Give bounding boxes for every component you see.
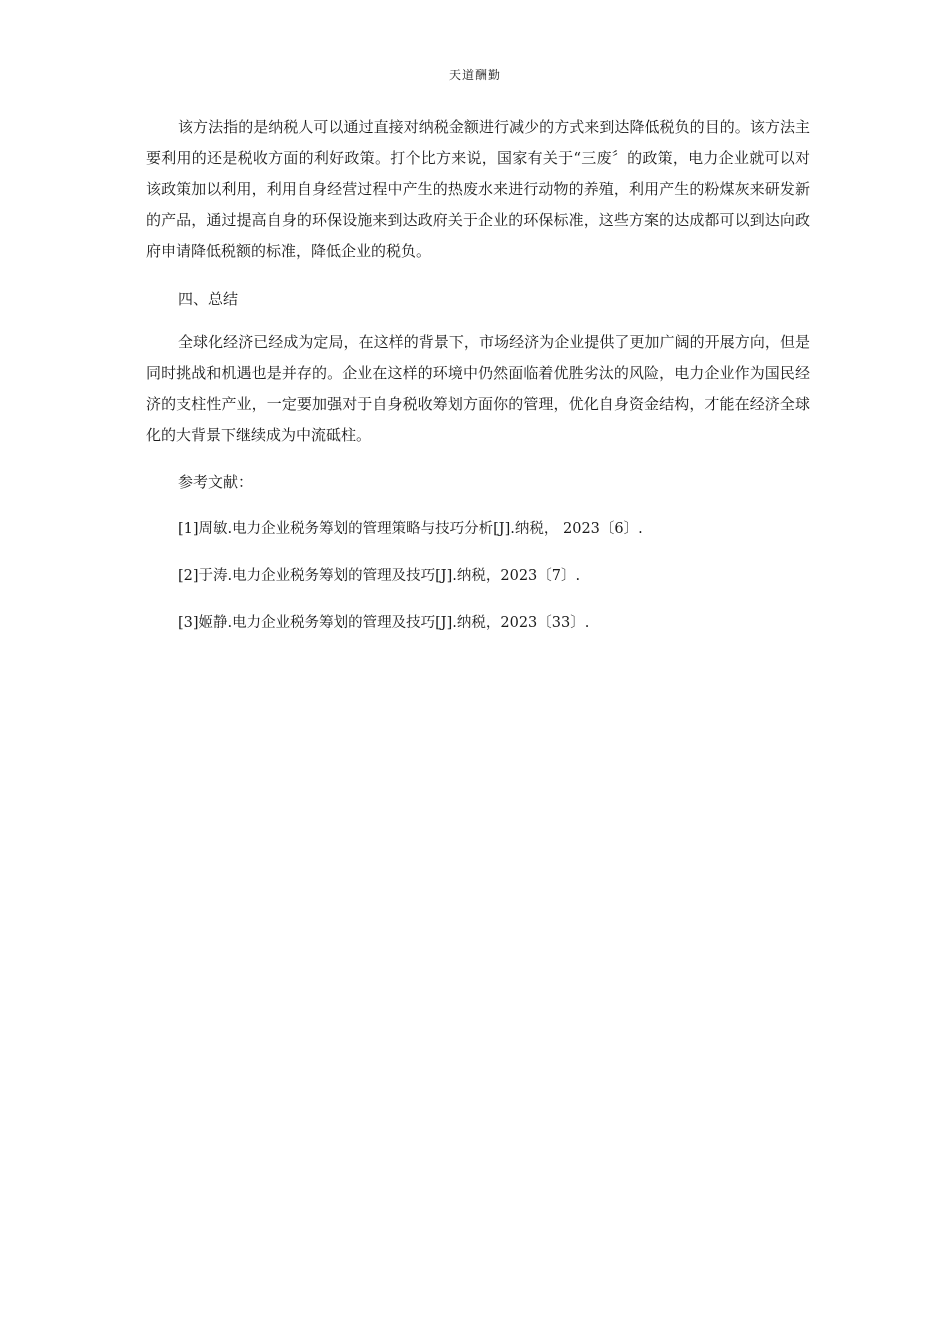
section-heading-summary: 四、总结	[178, 290, 239, 308]
reference-item-3: [3]姬静.电力企业税务筹划的管理及技巧[J].纳税，2023〔33〕.	[178, 615, 590, 631]
body-paragraph-2: 全球化经济已经成为定局，在这样的背景下，市场经济为企业提供了更加广阔的开展方向，但是同时挑战和机遇也是并存的。企业在这样的环境中仍然面临着优胜劣汰的风险，电力企业作为国民经济的支柱性产业，一定要加强对于自身税收筹划方面你的管理，优化自身资金结构，才能在经济全球化的大背景下继续成为中流砥柱。	[146, 333, 810, 444]
page-header: 天道酬勤	[448, 68, 501, 82]
document-body	[146, 112, 810, 639]
reference-item-2: [2]于涛.电力企业税务筹划的管理及技巧[J].纳税，2023〔7〕.	[178, 568, 581, 584]
references-title: 参考文献：	[178, 473, 254, 491]
reference-item-1: [1]周敏.电力企业税务筹划的管理策略与技巧分析[J].纳税， 2023〔6〕.	[178, 521, 643, 537]
body-paragraph-1: 该方法指的是纳税人可以通过直接对纳税金额进行减少的方式来到达降低税负的目的。该方法主要利用的还是税收方面的利好政策。打个比方来说，国家有关于“三废〞的政策，电力企业就可以对该政策加以利用，利用自身经营过程中产生的热废水来进行动物的养殖，利用产生的粉煤灰来研发新的产品，通过提高自身的环保设施来到达政府关于企业的环保标准，这些方案的达成都可以到达向政府申请降低税额的标准，降低企业的税负。	[146, 118, 810, 260]
